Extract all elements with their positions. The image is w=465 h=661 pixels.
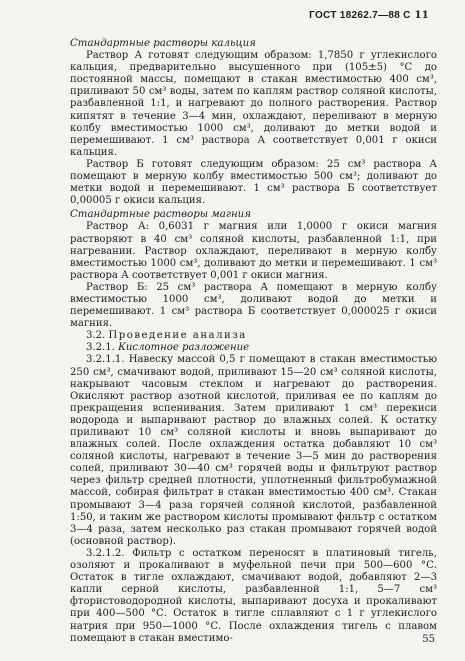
subsection-heading-acid: [70, 342, 437, 354]
page-number: 55: [422, 634, 435, 645]
paragraph-magnesium-b: Раствор Б: 25 см³ раствора А помещают в мерную колбу вместимостью 1000 см³, доливают водой до метки и перемешивают. 1 см³ раствора Б соответствует 0,000025 г окиси магния.: [70, 281, 437, 330]
paragraph-3-2-1-2: 3.2.1.2. Фильтр с остатком переносят в платиновый тигель, озоляют и прокаливают в муфельной печи при 500—600 °С. Остаток в тигле охлаждают, смачивают водой, добавляют 2—3 капли серной кислоты, разбавленной 1:1, 5—7 см³ фтористоводородной кислоты, выпаривают досуха и прокаливают при 400—500 °С. Остаток в тигле сплавляют с 1 г углекислого натрия при 950—1000 °С. После охлаждения тигель с плавом помещают в стакан вместимо-: [70, 547, 437, 644]
paragraph-calcium-a: Раствор А готовят следующим образом: 1,7850 г углекислого кальция, предварительно высушенного при (105±5) °С до постоянной массы, помещают в стакан вместимостью 400 см³, приливают 50 см³ воды, затем по каплям раствор соляной кислоты, разбавленной 1:1, и нагревают до полного растворения. Раствор кипятят в течение 3—4 мин, охлаждают, переливают в мерную колбу вместимостью 1000 см³, доливают до метки водой и перемешивают. 1 см³ раствора А соответствует 0,001 г окиси кальция.: [70, 50, 437, 158]
page-header: [309, 10, 429, 21]
subsection-title: Кислотное разложение: [118, 342, 250, 354]
paragraph-3-2-1-1: 3.2.1.1. Навеску массой 0,5 г помещают в стакан вместимостью 250 см³, смачивают водой, приливают 15—20 см³ соляной кислоты, накрывают часовым стеклом и нагревают до растворения. Окисляют раствор азотной кислотой, приливая ее по каплям до прекращения вспенивания. Затем приливают 1 см³ перекиси водорода и выпаривают раствор до влажных солей. К остатку приливают 10 см³ соляной кислоты и вновь выпаривают до влажных солей. После охлаждения остатка добавляют 10 см³ соляной кислоты, нагревают в течение 3—5 мин до растворения солей, приливают 30—40 см³ горячей воды и фильтруют раствор через фильтр средней плотности, уплотненный фильтробумажной массой, собирая фильтрат в стакан вместимостью 400 см³. Стакан промывают 3—4 раза горячей соляной кислотой, разбавленной 1:50, и таким же раствором кислоты промывают фильтр с остатком 3—4 раза, затем несколько раз стакан промывают горячей водой (основной раствор).: [70, 354, 437, 547]
section-title: Проведение анализа: [108, 330, 247, 342]
subheading-magnesium: Стандартные растворы магния: [70, 209, 251, 221]
subheading-calcium: Стандартные растворы кальция: [70, 38, 256, 49]
section-number: 3.2.: [86, 330, 109, 342]
header-page-number: 11: [414, 10, 429, 21]
paragraph-calcium-b: Раствор Б готовят следующим образом: 25 см³ раствора А помещают в мерную колбу вместимостью 500 см³; доливают до метки водой и перемешивают. 1 см³ раствора Б соответствует 0,00005 г окиси кальция.: [70, 158, 437, 207]
standard-number: ГОСТ 18262.7—88 С: [309, 10, 411, 21]
section-heading-analysis: [70, 330, 437, 342]
subsection-number: 3.2.1.: [86, 342, 119, 354]
paragraph-magnesium-a: Раствор А: 0,6031 г магния или 1,0000 г окиси магния растворяют в 40 см³ соляной кислоты, разбавленной 1:1, при нагревании. Раствор охлаждают, переливают в мерную колбу вместимостью 1000 см³, доливают до метки и перемешивают. 1 см³ раствора А соответствует 0,001 г окиси магния.: [70, 221, 437, 281]
